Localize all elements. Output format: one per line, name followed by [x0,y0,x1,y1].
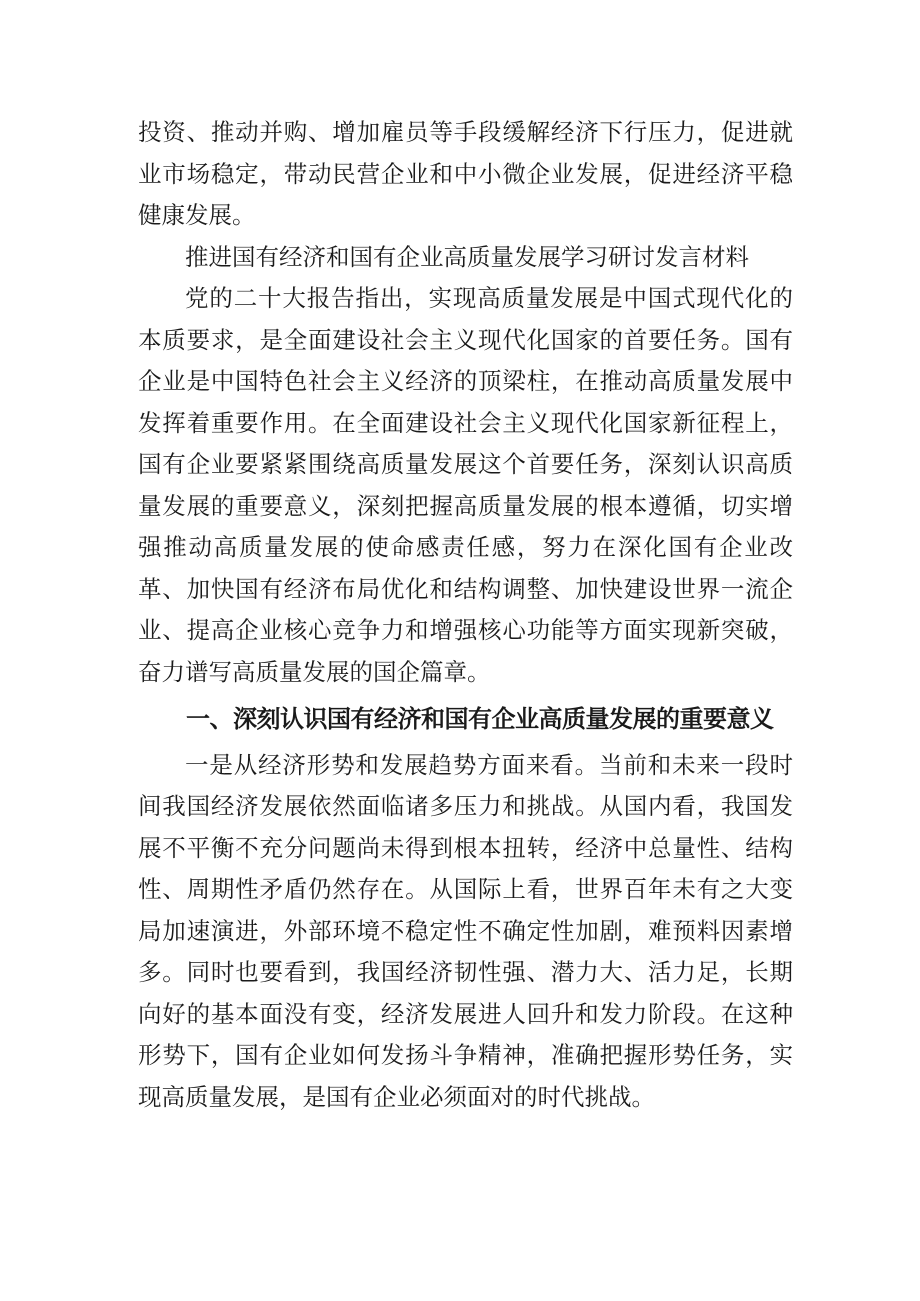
section-paragraph: 一是从经济形势和发展趋势方面来看。当前和未来一段时间我国经济发展依然面临诸多压力和挑战。从国内看，我国发展不平衡不充分问题尚未得到根本扭转，经济中总量性、结构性、周期性矛盾仍然存在。从国际上看，世界百年未有之大变局加速演进，外部环境不稳定性不确定性加剧，难预料因素增多。同时也要看到，我国经济韧性强、潜力大、活力足，长期向好的基本面没有变，经济发展进人回升和发力阶段。在这种形势下，国有企业如何发扬斗争精神，准确把握形势任务，实现高质量发展，是国有企业必须面对的时代挑战。 [138,750,793,1111]
document-title: 推进国有经济和国有企业高质量发展学习研讨发言材料 [185,242,749,271]
document-body [138,112,793,1118]
continuation-paragraph: 投资、推动并购、增加雇员等手段缓解经济下行压力，促进就业市场稳定，带动民营企业和中小微企业发展，促进经济平稳健康发展。 [138,118,793,229]
intro-paragraph: 党的二十大报告指出，实现高质量发展是中国式现代化的本质要求，是全面建设社会主义现代化国家的首要任务。国有企业是中国特色社会主义经济的顶梁柱，在推动高质量发展中发挥着重要作用。在全面建设社会主义现代化国家新征程上，国有企业要紧紧围绕高质量发展这个首要任务，深刻认识高质量发展的重要意义，深刻把握高质量发展的根本遵循，切实增强推动高质量发展的使命感责任感，努力在深化国有企业改革、加快国有经济布局优化和结构调整、加快建设世界一流企业、提高企业核心竞争力和增强核心功能等方面实现新突破，奋力谱写高质量发展的国企篇章。 [138,284,793,686]
section-heading: 一、深刻认识国有经济和国有企业高质量发展的重要意义 [186,705,774,733]
